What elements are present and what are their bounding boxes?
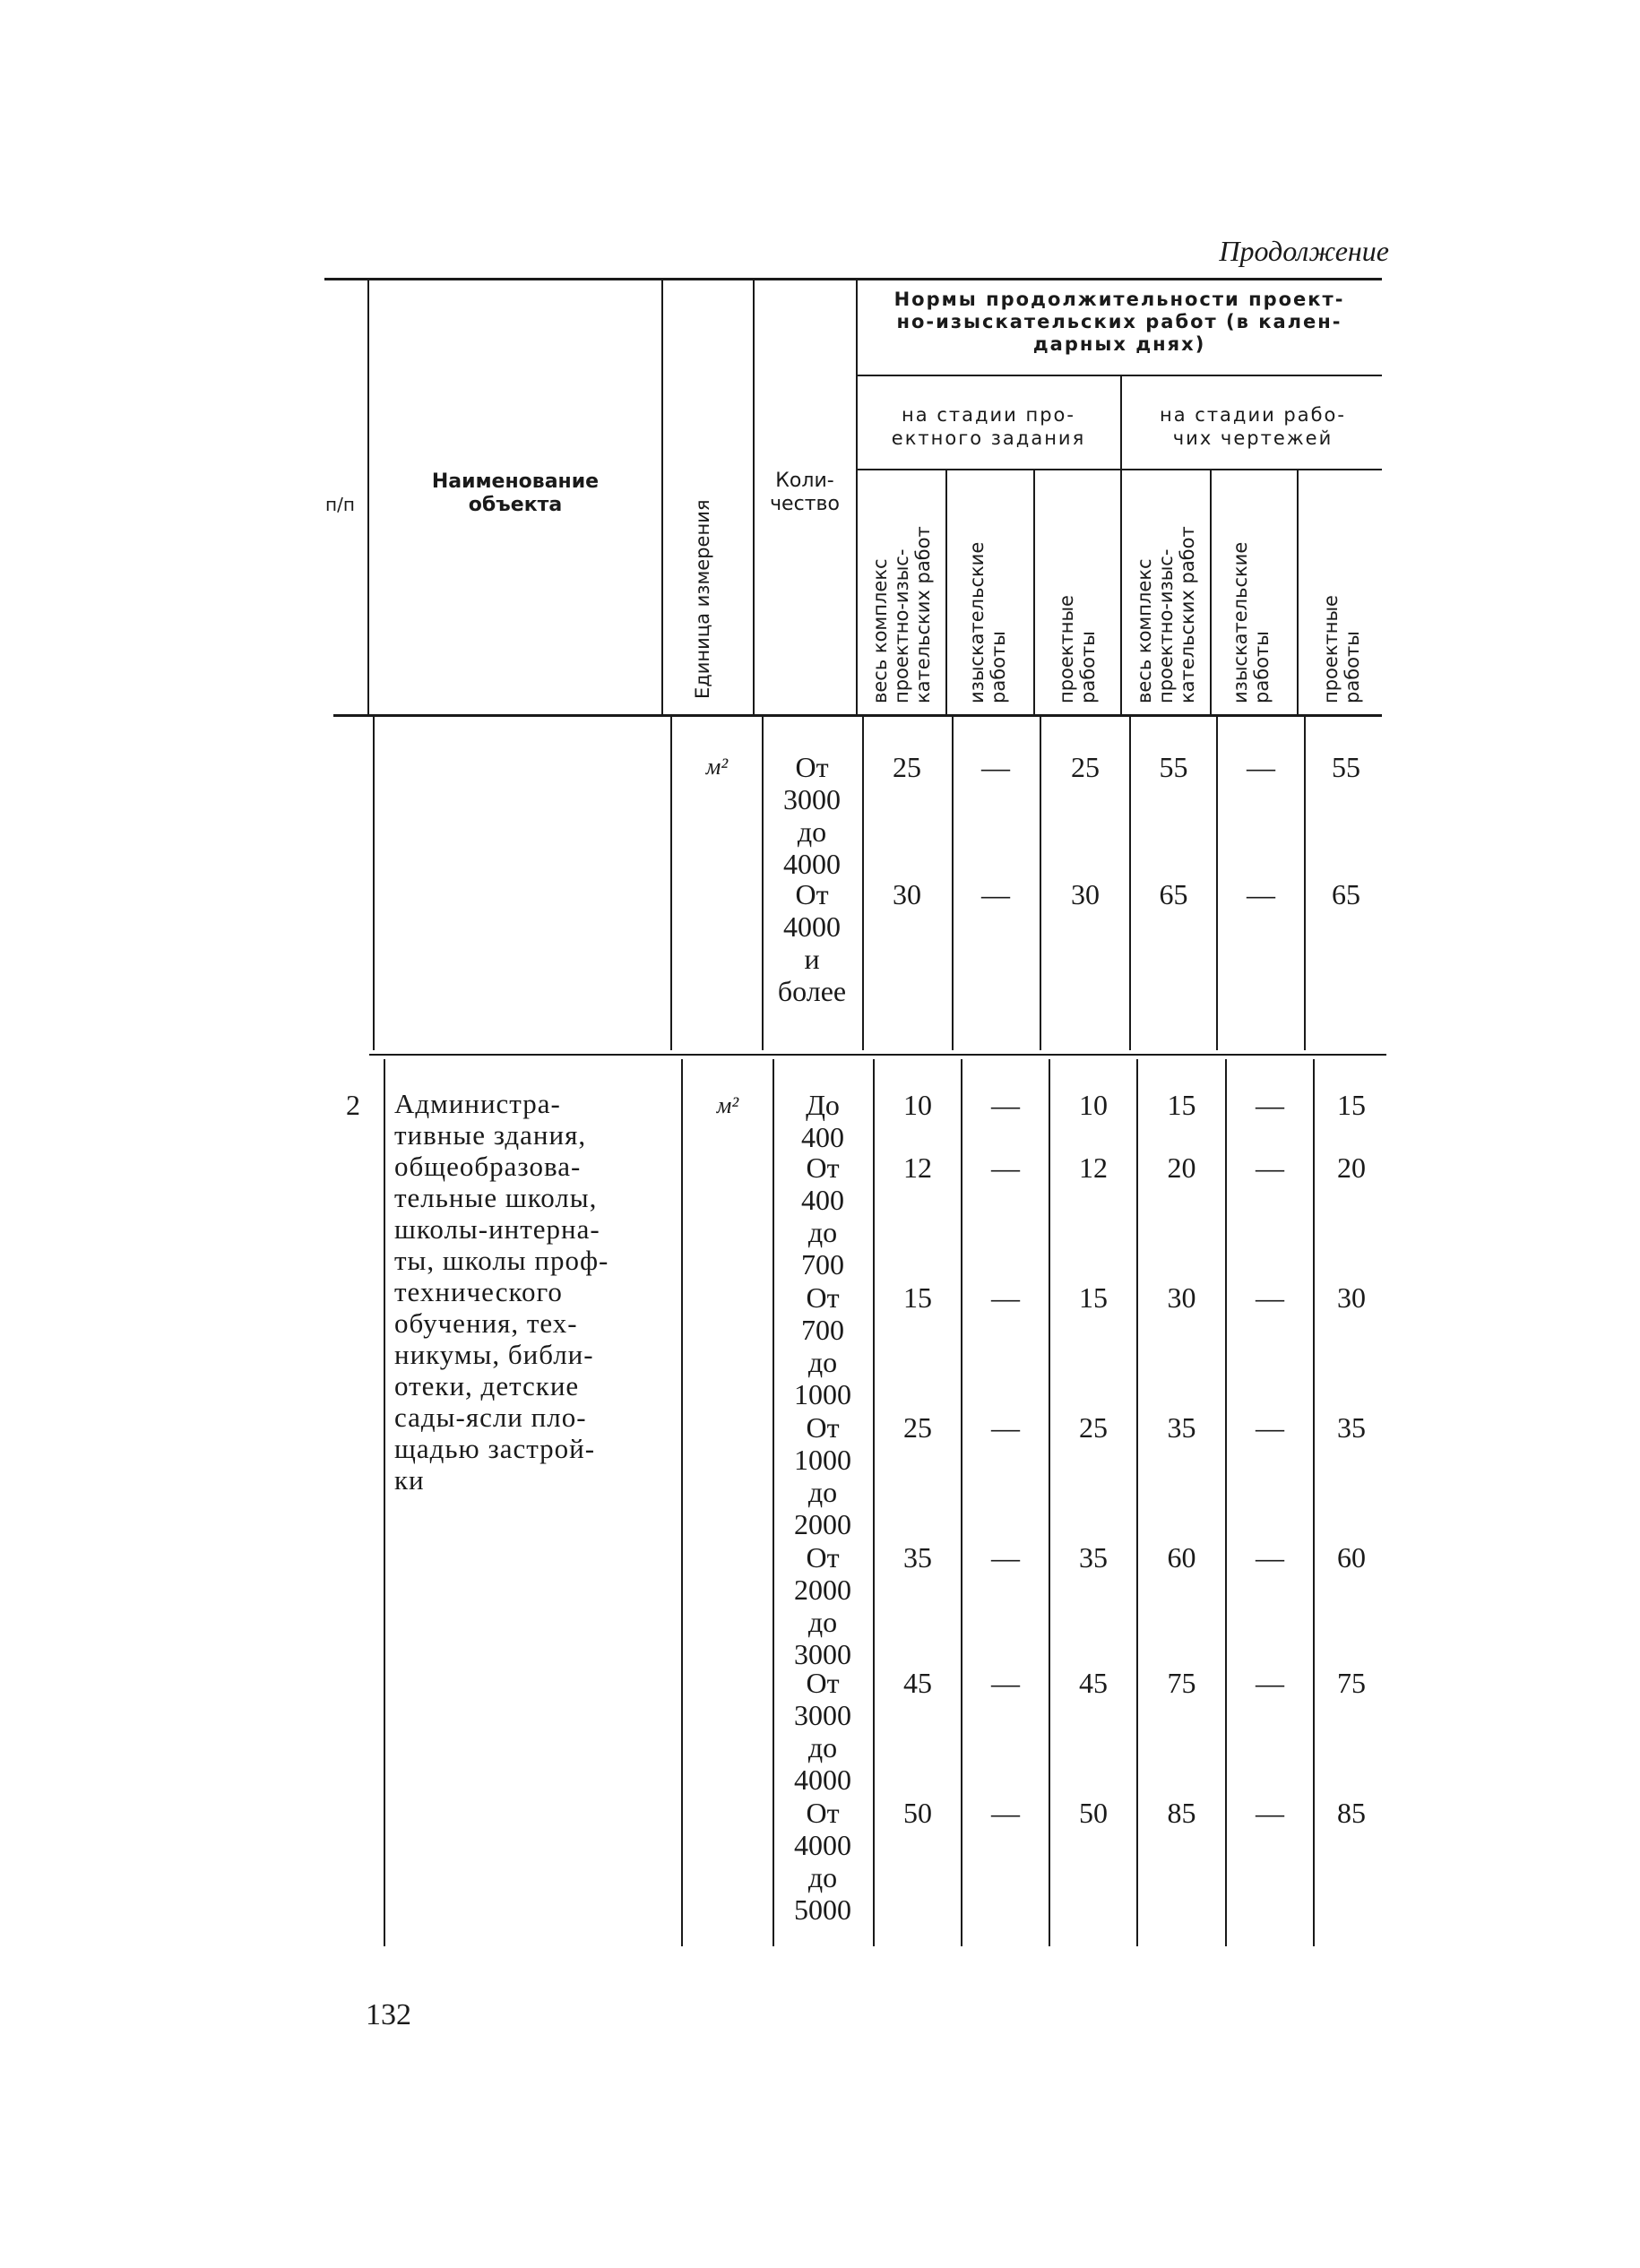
s2-r2-v1: 12 — [903, 1151, 932, 1184]
s1-r2-v1: 30 — [893, 878, 921, 910]
s2-r5-v3: 35 — [1079, 1541, 1108, 1574]
s2-r7-v1: 50 — [903, 1797, 932, 1829]
s2-r3-v2: — — [991, 1281, 1020, 1314]
header-col-line-2 — [661, 280, 663, 715]
s2-r4-v3: 25 — [1079, 1411, 1108, 1444]
s2-r6-qty: От 3000 до 4000 — [794, 1667, 851, 1796]
s2-r1-v3: 10 — [1079, 1089, 1108, 1121]
s2-r3-v6: 30 — [1337, 1281, 1366, 1314]
s2-col-line-2 — [681, 1059, 683, 1946]
stage-rule — [856, 469, 1382, 470]
header-col-line-6 — [1033, 469, 1035, 715]
header-stage-design: на стадии про- ектного задания — [891, 404, 1086, 449]
norms-group-rule — [856, 375, 1382, 376]
s1-r1-v2: — — [981, 751, 1010, 783]
s2-r3-v1: 15 — [903, 1281, 932, 1314]
s2-r6-v6: 75 — [1337, 1667, 1366, 1699]
s2-r1-v2: — — [991, 1089, 1020, 1121]
s2-col-line-1 — [384, 1059, 385, 1946]
s2-r1-v5: — — [1256, 1089, 1284, 1121]
header-col-name: Наименование объекта — [431, 470, 600, 516]
s2-r2-v3: 12 — [1079, 1151, 1108, 1184]
s2-r3-v3: 15 — [1079, 1281, 1108, 1314]
continuation-label: Продолжение — [1219, 235, 1389, 267]
s1-col-line-1 — [373, 717, 375, 1050]
s2-r4-v2: — — [991, 1411, 1020, 1444]
s2-r7-v2: — — [991, 1797, 1020, 1829]
s1-r2-v6: 65 — [1332, 878, 1360, 910]
s2-r6-v2: — — [991, 1667, 1020, 1699]
s1-unit: м² — [705, 754, 729, 780]
s2-object-name: Администра- тивные здания, общеобразова- тельные школы, школы-интерна- ты, школы проф- технического обучения, тех- никумы, библи- отеки, детские сады-ясли пло- щадью застрой- ки — [394, 1088, 609, 1496]
table-top-rule — [324, 278, 1382, 280]
s2-r1-v1: 10 — [903, 1089, 932, 1121]
s2-r5-v6: 60 — [1337, 1541, 1366, 1574]
s1-r2-v2: — — [981, 878, 1010, 910]
s2-r3-qty: От 700 до 1000 — [794, 1281, 851, 1410]
header-sub-survey-2: изыскательские работы — [1230, 541, 1273, 703]
s2-r2-v6: 20 — [1337, 1151, 1366, 1184]
header-sub-survey-1: изыскательские работы — [966, 541, 1009, 703]
header-col-qty: Коли- чество — [770, 470, 840, 515]
s2-r5-qty: От 2000 до 3000 — [794, 1541, 851, 1670]
page-number: 132 — [366, 1998, 411, 2031]
s2-r7-v5: — — [1256, 1797, 1284, 1829]
s2-r5-v5: — — [1256, 1541, 1284, 1574]
header-bottom-rule — [333, 714, 1382, 717]
header-col-line-4 — [856, 280, 858, 715]
s2-r3-v4: 30 — [1167, 1281, 1196, 1314]
header-sub-design-2: проектные работы — [1320, 595, 1363, 703]
s1-col-line-2 — [670, 717, 672, 1050]
s2-r1-v4: 15 — [1167, 1089, 1196, 1121]
s2-r1-qty: До 400 — [801, 1089, 844, 1153]
s1-r2-v5: — — [1247, 878, 1275, 910]
header-col-unit: Единица измерения — [692, 499, 713, 699]
s1-r1-v3: 25 — [1071, 751, 1100, 783]
s2-r5-v1: 35 — [903, 1541, 932, 1574]
s2-r4-v1: 25 — [903, 1411, 932, 1444]
s2-r6-v4: 75 — [1167, 1667, 1196, 1699]
s1-r2-qty: От 4000 и более — [777, 878, 847, 1007]
s1-r1-v6: 55 — [1332, 751, 1360, 783]
section-separator-rule — [369, 1054, 1386, 1056]
header-col-number: п/п — [325, 494, 355, 515]
header-sub-full-2: весь комплекс проектно-изыс- кательских работ — [1134, 526, 1198, 703]
s2-r4-qty: От 1000 до 2000 — [794, 1411, 851, 1540]
s2-r4-v5: — — [1256, 1411, 1284, 1444]
s2-r4-v6: 35 — [1337, 1411, 1366, 1444]
header-col-line-1 — [367, 280, 369, 715]
s2-r7-qty: От 4000 до 5000 — [794, 1797, 851, 1926]
s1-r1-v4: 55 — [1159, 751, 1188, 783]
header-col-line-8 — [1210, 469, 1212, 715]
s1-r2-v3: 30 — [1071, 878, 1100, 910]
s2-unit: м² — [716, 1092, 739, 1118]
s2-r7-v6: 85 — [1337, 1797, 1366, 1829]
header-col-line-9 — [1297, 469, 1299, 715]
s2-r2-v2: — — [991, 1151, 1020, 1184]
s2-r6-v1: 45 — [903, 1667, 932, 1699]
s2-r2-qty: От 400 до 700 — [801, 1151, 844, 1281]
s1-r2-v4: 65 — [1159, 878, 1188, 910]
s1-r1-v5: — — [1247, 751, 1275, 783]
s2-row-number: 2 — [346, 1089, 360, 1121]
s2-r5-v2: — — [991, 1541, 1020, 1574]
s2-r6-v3: 45 — [1079, 1667, 1108, 1699]
s1-r1-v1: 25 — [893, 751, 921, 783]
header-sub-full-1: весь комплекс проектно-изыс- кательских работ — [869, 526, 934, 703]
s2-r7-v3: 50 — [1079, 1797, 1108, 1829]
header-col-line-7 — [1120, 375, 1122, 715]
s2-r1-v6: 15 — [1337, 1089, 1366, 1121]
s1-r1-qty: От 3000 до 4000 — [783, 751, 841, 880]
header-stage-drawings: на стадии рабо- чих чертежей — [1160, 404, 1346, 449]
header-norms-group: Нормы продолжительности проект- но-изыскательских работ (в кален- дарных днях) — [893, 289, 1345, 355]
s2-r3-v5: — — [1256, 1281, 1284, 1314]
s2-r7-v4: 85 — [1167, 1797, 1196, 1829]
s2-r6-v5: — — [1256, 1667, 1284, 1699]
s2-r2-v5: — — [1256, 1151, 1284, 1184]
s2-r5-v4: 60 — [1167, 1541, 1196, 1574]
s2-r4-v4: 35 — [1167, 1411, 1196, 1444]
s2-r2-v4: 20 — [1167, 1151, 1196, 1184]
header-sub-design-1: проектные работы — [1056, 595, 1099, 703]
header-col-line-5 — [945, 469, 947, 715]
